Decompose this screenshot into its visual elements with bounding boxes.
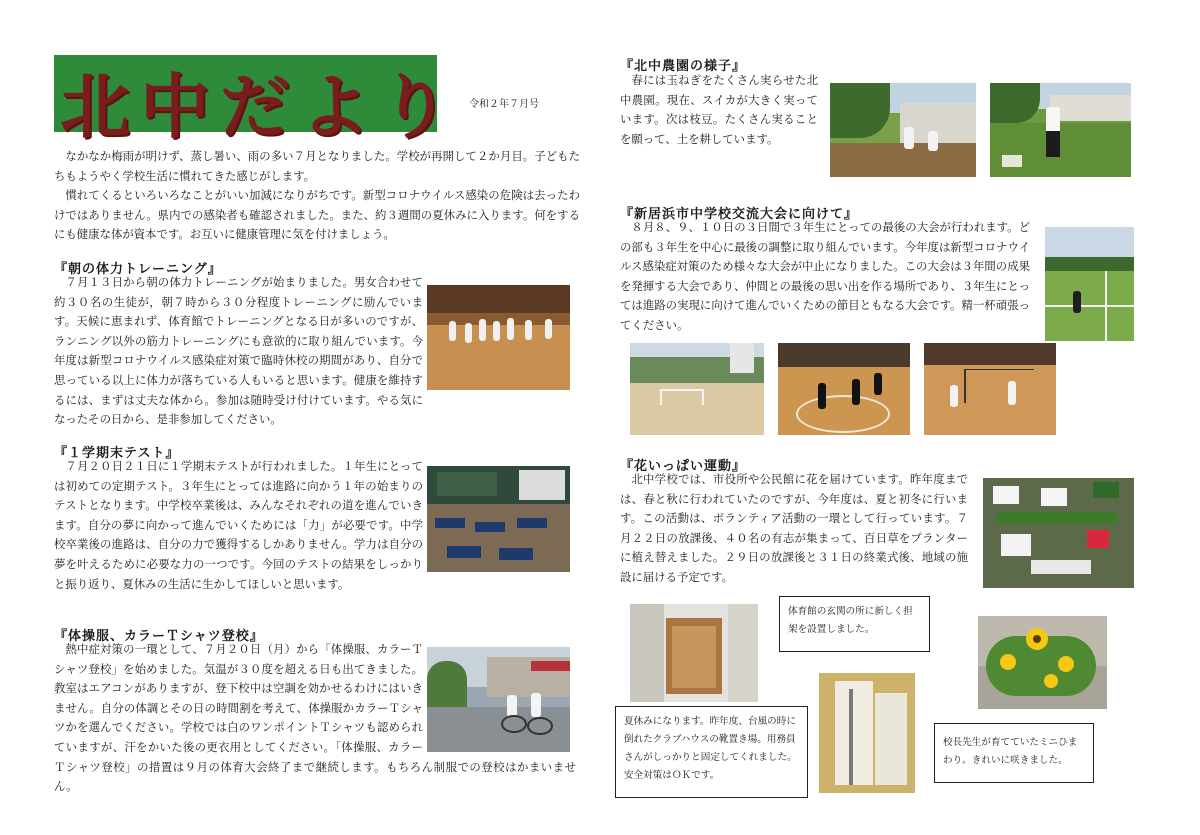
photo-tennis-court (1045, 227, 1134, 341)
heading-training: 『朝の体力トレーニング』 (54, 262, 222, 277)
photo-farm-1 (830, 83, 976, 177)
uniform-body: 熱中症対策の一環として、７月２０日（月）から「体操服、カラーＴシャツ登校」を始めました。気温が３０度を超える日も出てきました。教室はエアコンがありますが、登下校中は空調を効かせるわけにはいきません。自分の体調とその日の時間割を考えて、体操服かカラーＴシャツかを選んでください。学校では白のワンポイントＴシャツも認められていますが、汗をかいた後の更衣用としてください。「体操服、カラーＴシャツ登校」の措置は９月の体育大会終了まで継続します。もちろん制服での登校はかまいません。 (54, 642, 576, 794)
photo-planting-flowers (983, 478, 1134, 588)
photo-farm-2 (990, 83, 1131, 177)
flowers-body: 北中学校では、市役所や公民館に花を届けています。昨年度までは、春と秋に行われていたのですが、今年度は、夏と初冬に行います。この活動は、ボランティア活動の一環として行っています。７月２２日の放課後、４０名の有志が集まって、百日草をプランターに植え替えました。２９日の放課後と３１日の終業式後、地域の施設に届ける予定です。 (620, 472, 968, 584)
intro-text (54, 147, 580, 245)
intro-paragraph-1: なかなか梅雨が明けず、蒸し暑い、雨の多い７月となりました。学校が再開して２か月目。子どもたちもようやく学校生活に慣れてきた感じがします。 (54, 149, 580, 183)
photo-gym-training (427, 285, 570, 390)
callout-clubhouse: 夏休みになります。昨年度、台風の時に倒れたクラブハウスの靴置き場。用務員さんがしっかりと固定してくれました。安全対策はＯＫです。 (615, 706, 808, 798)
photo-shoe-shelf (630, 604, 758, 702)
section-tournament (620, 218, 1030, 336)
heading-test: 『１学期末テスト』 (54, 446, 180, 461)
intro-paragraph-2: 慣れてくるといろいろなことがいい加減になりがちです。新型コロナウイルス感染の危険は去ったわけではありません。県内での感染者も確認されました。また、約３週間の夏休みに入ります。何をするにも健康な体が資本です。お互いに健康管理に気を付けましょう。 (54, 188, 580, 242)
section-flowers (620, 470, 968, 588)
photo-sports-field (630, 343, 764, 435)
callout-stretcher: 体育館の玄関の所に新しく担架を設置しました。 (779, 596, 930, 652)
photo-students-cycling (427, 647, 570, 752)
heading-flowers: 『花いっぱい運動』 (620, 459, 747, 474)
training-body: ７月１３日から朝の体力トレーニングが始まりました。男女合わせて約３０名の生徒が，朝７時から３０分程度トレーニングに励んでいます。天候に恵まれず、体育館でトレーニングとなる日が多いのですが、ランニング以外の筋力トレーニングにも意欲的に取り組んでいます。今年度は新型コロナウイルス感染症対策で臨時休校の期間があり、自分で思っている以上に体力が落ちている人もいると思います。健康を維持するには、まずは丈夫な体から。参加は随時受け付けています。やる気になったその日から、是非参加してください。 (54, 275, 423, 427)
newsletter-title: 北中だより (60, 65, 460, 148)
heading-uniform: 『体操服、カラーＴシャツ登校』 (54, 629, 264, 644)
section-farm (620, 71, 818, 149)
photo-classroom-test (427, 466, 570, 572)
photo-sunflowers (978, 616, 1107, 709)
photo-stretcher (819, 673, 915, 793)
farm-body: 春には玉ねぎをたくさん実らせた北中農園。現在、スイカが大きく実っています。次は枝豆。たくさん実ることを願って、土を耕しています。 (620, 73, 818, 146)
heading-farm: 『北中農園の様子』 (620, 59, 747, 74)
photo-badminton (924, 343, 1056, 435)
test-body: ７月２０日２１日に１学期末テストが行われました。１年生にとっては初めての定期テスト。３年生にとっては進路に向かう１年の始まりのテストとなります。中学校卒業後は、みんなそれぞれの道を進んでいきます。自分の夢に向かって進んでいくためには「力」が必要です。中学校卒業後の進路は、自分の力で獲得するしかありません。学力は自分の夢を叶えるために必要な力の一つです。今回のテストの結果をしっかりと振り返り、夏休みの生活に生かしてほしいと思います。 (54, 459, 423, 591)
photo-basketball (778, 343, 910, 435)
callout-sunflower: 校長先生が育てていたミニひまわり。きれいに咲きました。 (934, 723, 1094, 783)
tournament-body: ８月８、９、１０日の３日間で３年生にとっての最後の大会が行われます。どの部も３年生を中心に最後の調整に取り組んでいます。今年度は新型コロナウイルス感染症対策のため様々な大会が中止になりました。この大会は３年間の成果を発揮する大会であり、仲間との最後の思い出を作る場所であり、３年生にとっては進路の実現に向けて進んでいくための節目ともなる大会です。精一杯頑張ってください。 (620, 220, 1030, 332)
masthead-banner (54, 55, 460, 148)
issue-date: 令和２年７月号 (469, 99, 539, 110)
heading-tournament: 『新居浜市中学校交流大会に向けて』 (620, 207, 859, 222)
